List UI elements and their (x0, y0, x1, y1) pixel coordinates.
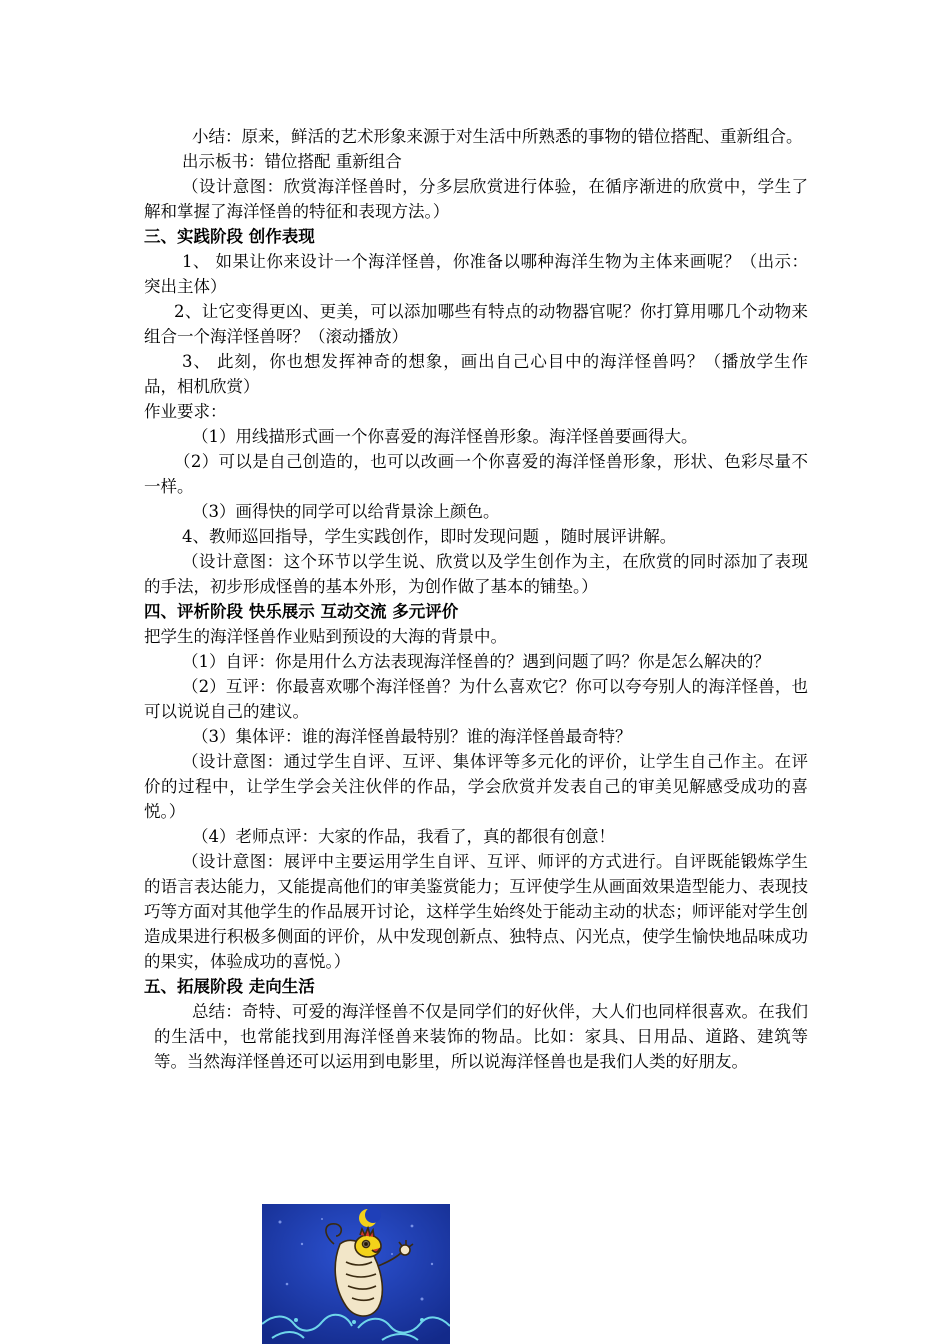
homework-label: 作业要求： (144, 402, 227, 421)
homework-item-1: （1）用线描形式画一个你喜爱的海洋怪兽形象。海洋怪兽要画得大。 (192, 427, 698, 446)
sea-monster-drawing (262, 1204, 450, 1344)
design-intent-paragraph-4: （设计意图：展评中主要运用学生自评、互评、师评的方式进行。自评既能锻炼学生的语言表达能力，又能提高他们的审美鉴赏能力；互评使学生从画面效果造型能力、表现技巧等方面对其他学生的作品展开讨论，这样学生始终处于能动主动的状态；师评能对学生创造成果进行积极多侧面的评价，从中发现创新点、独特点、闪光点，使学生愉快地品味成功的果实，体验成功的喜悦。） (144, 852, 808, 971)
evaluation-item-3: （3）集体评：谁的海洋怪兽最特别？谁的海洋怪兽最奇特？ (192, 727, 632, 746)
evaluation-item-1: （1）自评：你是用什么方法表现海洋怪兽的？遇到问题了吗？你是怎么解决的？ (182, 652, 770, 671)
evaluation-item-4: （4）老师点评：大家的作品，我看了，真的都很有创意！ (192, 827, 615, 846)
homework-item-3: （3）画得快的同学可以给背景涂上颜色。 (192, 502, 500, 521)
question-paragraph-3: 3、 此刻，你也想发挥神奇的想象，画出自己心目中的海洋怪兽吗？（播放学生作品，相机欣赏） (144, 352, 808, 396)
question-paragraph-2: 2、让它变得更凶、更美，可以添加哪些有特点的动物器官呢？你打算用哪几个动物来组合一个海洋怪兽呀？（滚动播放） (144, 302, 808, 346)
sea-monster-illustration (262, 1204, 450, 1344)
section-heading-evaluation: 四、评析阶段 快乐展示 互动交流 多元评价 (144, 602, 459, 621)
question-paragraph-1: 1、 如果让你来设计一个海洋怪兽，你准备以哪种海洋生物为主体来画呢？（出示：突出主体） (144, 252, 808, 296)
question-paragraph-4: 4、教师巡回指导，学生实践创作，即时发现问题 ，随时展评讲解。 (182, 527, 677, 546)
closing-summary-paragraph: 总结：奇特、可爱的海洋怪兽不仅是同学们的好伙伴，大人们也同样很喜欢。在我们的生活中，也常能找到用海洋怪兽来装饰的物品。比如：家具、日用品、道路、建筑等等。当然海洋怪兽还可以运用到电影里，所以说海洋怪兽也是我们人类的好朋友。 (154, 1002, 808, 1071)
summary-paragraph: 小结：原来，鲜活的艺术形象来源于对生活中所熟悉的事物的错位搭配、重新组合。 (192, 127, 803, 146)
document-body (144, 124, 808, 1074)
board-writing-paragraph: 出示板书：错位搭配 重新组合 (182, 152, 402, 171)
homework-item-2: （2）可以是自己创造的，也可以改画一个你喜爱的海洋怪兽形象，形状、色彩尽量不一样。 (144, 452, 808, 496)
evaluation-item-2: （2）互评：你最喜欢哪个海洋怪兽？为什么喜欢它？你可以夸夸别人的海洋怪兽，也可以说说自己的建议。 (144, 677, 808, 721)
design-intent-paragraph-2: （设计意图：这个环节以学生说、欣赏以及学生创作为主，在欣赏的同时添加了表现的手法，初步形成怪兽的基本外形，为创作做了基本的铺垫。） (144, 552, 808, 596)
design-intent-paragraph: （设计意图：欣赏海洋怪兽时，分多层欣赏进行体验，在循序渐进的欣赏中，学生了解和掌握了海洋怪兽的特征和表现方法。） (144, 177, 808, 221)
section-heading-practice: 三、实践阶段 创作表现 (144, 227, 315, 246)
section-heading-extension: 五、拓展阶段 走向生活 (144, 977, 315, 996)
design-intent-paragraph-3: （设计意图：通过学生自评、互评、集体评等多元化的评价，让学生自己作主。在评价的过程中，让学生学会关注伙伴的作品，学会欣赏并发表自己的审美见解感受成功的喜悦。） (144, 752, 808, 821)
paste-instruction: 把学生的海洋怪兽作业贴到预设的大海的背景中。 (144, 627, 507, 646)
